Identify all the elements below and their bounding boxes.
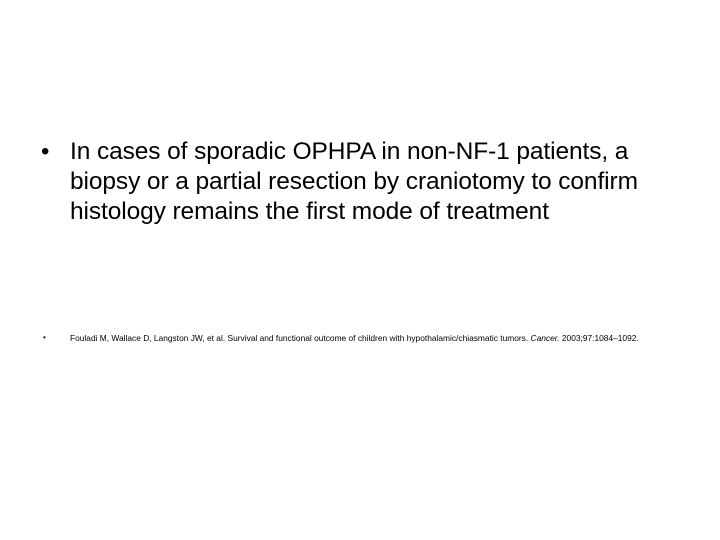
bullet-list	[40, 137, 680, 227]
bullet-dot-icon: •	[41, 138, 50, 165]
reference-item	[40, 332, 680, 345]
reference-list	[40, 332, 680, 345]
reference-citation: 2003;97:1084–1092.	[559, 333, 639, 343]
main-bullet-text: In cases of sporadic OPHPA in non-NF-1 patients, a biopsy or a partial resection by craniotomy to confirm histology remains the first mode of treatment	[70, 138, 638, 225]
reference-journal: Cancer.	[530, 333, 560, 343]
reference-authors-title: Fouladi M, Wallace D, Langston JW, et al. Survival and functional outcome of children with hypothalamic/chiasmatic tumors.	[70, 333, 531, 343]
reference-dot-icon: •	[43, 333, 46, 342]
main-bullet-item	[40, 137, 680, 227]
